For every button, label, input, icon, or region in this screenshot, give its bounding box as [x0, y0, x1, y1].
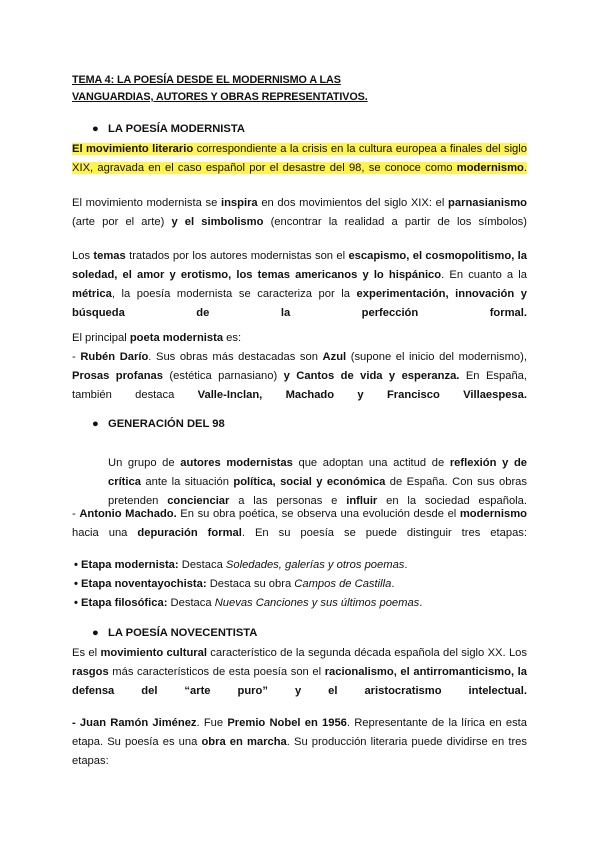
paragraph-grupo-autores: Un grupo de autores modernistas que adoptan una actitud de reflexión y de crítica ante la situación política, social y económica de España. Con sus obras pretenden concienciar a las personas e influir en la sociedad española.	[108, 457, 528, 507]
title-line-2: VANGUARDIAS, AUTORES Y OBRAS REPRESENTATIVOS.	[72, 91, 368, 103]
paragraph-poeta-principal: El principal poeta modernista es:	[72, 332, 242, 344]
paragraph-movimiento-cultural: Es el movimiento cultural característico de la segunda década española del siglo XX. Los rasgos más característicos de esta poesía son el racionalismo, el antirromanticismo, la defensa del “arte puro” y el aristocratismo intelectual.	[72, 647, 527, 697]
bullet-dot: ●	[92, 123, 99, 135]
paragraph-definicion	[72, 140, 527, 178]
heading-text: LA POESÍA MODERNISTA	[108, 123, 245, 135]
bullet-dot: ●	[92, 418, 99, 430]
highlighted-text: El movimiento literario correspondiente a la crisis en la cultura europea a finales del siglo XIX, agravada en el caso español por el desastre del 98, se conoce como modernismo.	[72, 143, 527, 174]
heading-text: GENERACIÓN DEL 98	[108, 418, 225, 430]
heading-text: LA POESÍA NOVECENTISTA	[108, 627, 258, 639]
paragraph-temas: Los temas tratados por los autores modernistas son el escapismo, el cosmopolitismo, la soledad, el amor y erotismo, los temas americanos y lo hispánico. En cuanto a la métrica, la poesía modernista se caracteriza por la experimentación, innovación y búsqueda de la perfección formal.	[72, 250, 527, 319]
list-item: • Etapa filosófica: Destaca Nuevas Canciones y sus últimos poemas.	[74, 597, 423, 609]
bullet-dot: ●	[92, 627, 99, 639]
title-line-1: TEMA 4: LA POESÍA DESDE EL MODERNISMO A LAS	[72, 74, 341, 86]
section-heading-generacion-98	[92, 418, 225, 430]
paragraph-inspiracion: El movimiento modernista se inspira en dos movimientos del siglo XIX: el parnasianismo (arte por el arte) y el simbolismo (encontrar la realidad a partir de los símbolos)	[72, 197, 527, 228]
section-heading-modernista	[92, 123, 245, 135]
document-title	[72, 72, 368, 106]
paragraph-juan-ramon-jimenez: - Juan Ramón Jiménez. Fue Premio Nobel en 1956. Representante de la lírica en esta etapa. Su poesía es una obra en marcha. Su producción literaria puede dividirse en tres etapas:	[72, 717, 527, 767]
list-item: • Etapa noventayochista: Destaca su obra Campos de Castilla.	[74, 578, 395, 590]
list-item: • Etapa modernista: Destaca Soledades, galerías y otros poemas.	[74, 559, 408, 571]
paragraph-ruben-dario: - Rubén Darío. Sus obras más destacadas son Azul (supone el inicio del modernismo), Prosas profanas (estética parnasiano) y Cantos de vida y esperanza. En España, también destaca Valle-Inclan, Machado y Francisco Villaespesa.	[72, 351, 527, 401]
section-heading-novecentista	[92, 627, 257, 639]
paragraph-antonio-machado: - Antonio Machado. En su obra poética, se observa una evolución desde el modernismo hacia una depuración formal. En su poesía se puede distinguir tres etapas:	[72, 508, 527, 539]
